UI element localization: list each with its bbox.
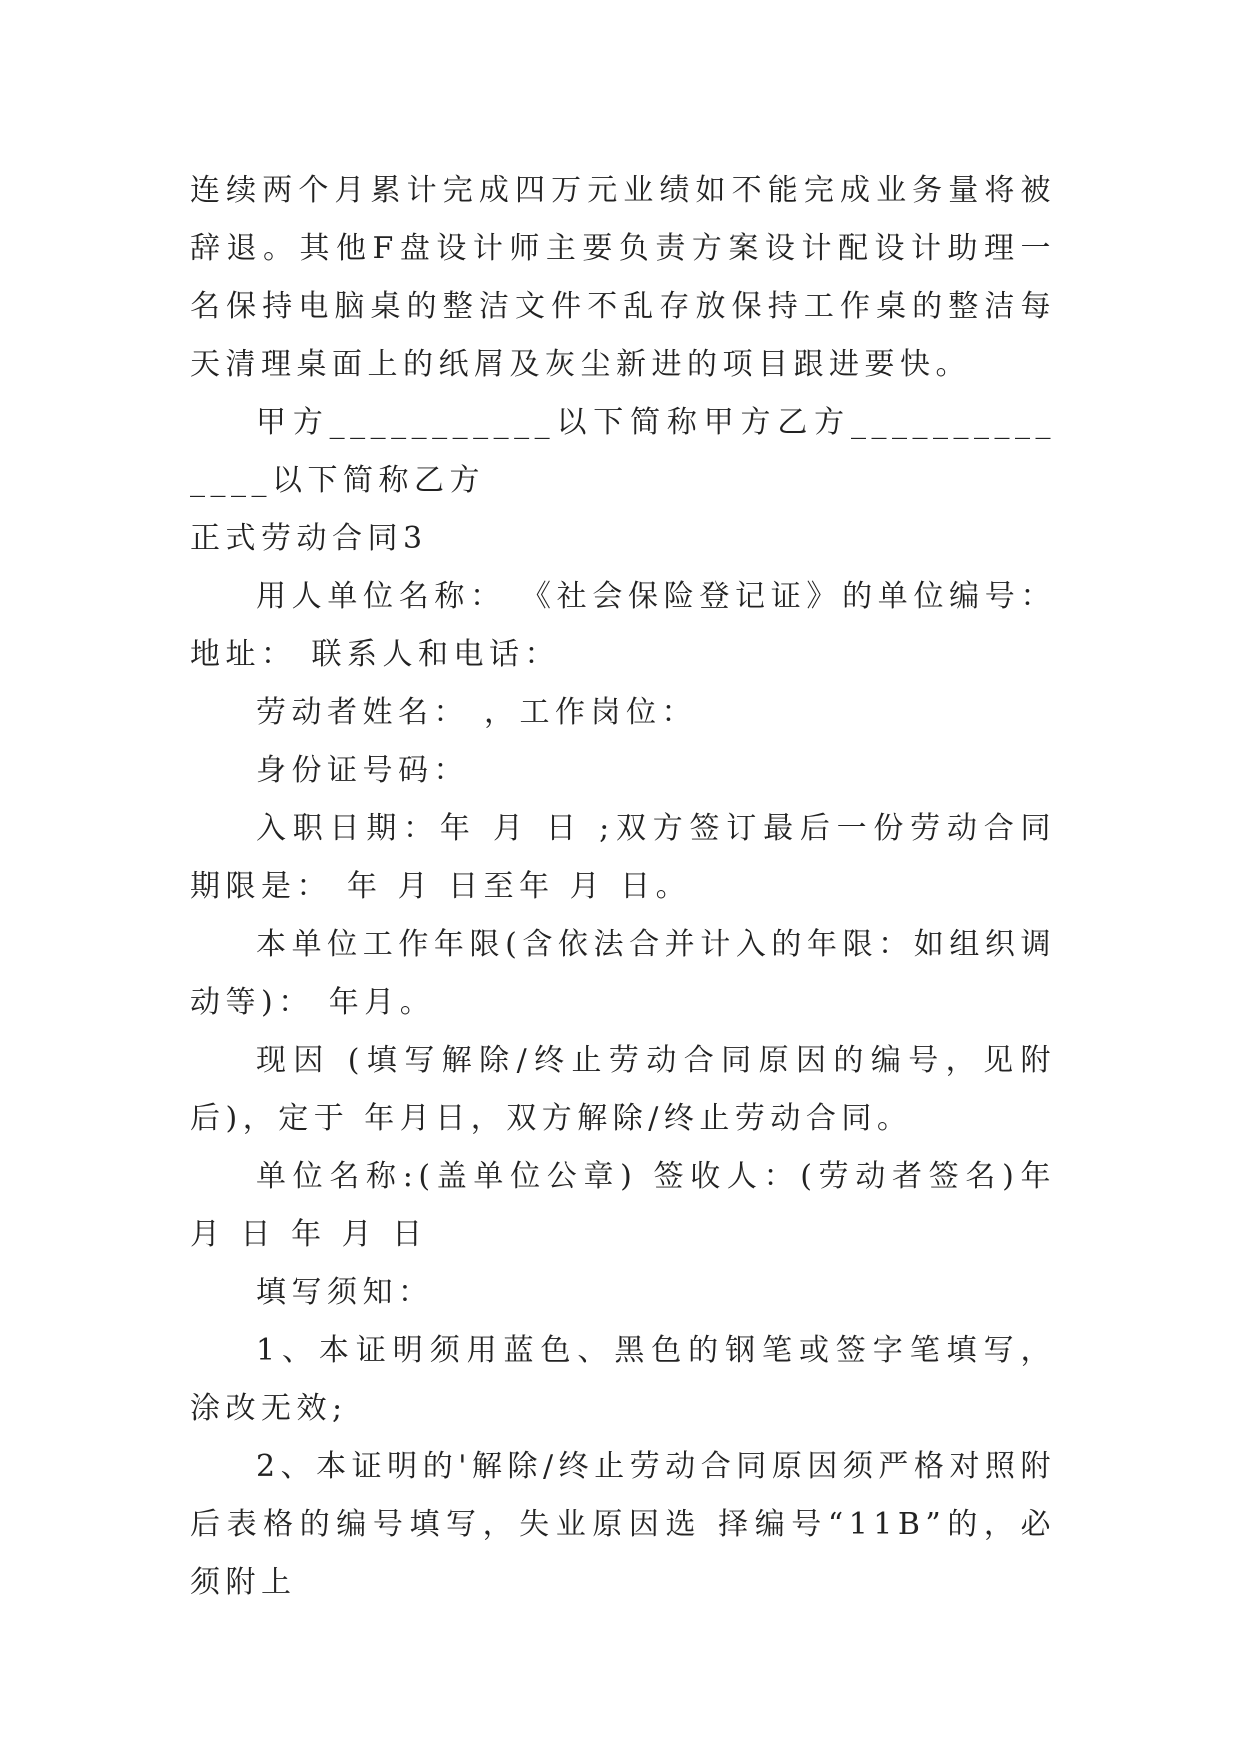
document-body bbox=[190, 162, 1056, 1612]
paragraph-5: 劳动者姓名： ，工作岗位： bbox=[256, 695, 698, 730]
paragraph-1: 连续两个月累计完成四万元业绩如不能完成业务量将被辞退。其他F盘设计师主要负责方案设计配设计助理一名保持电脑桌的整洁文件不乱存放保持工作桌的整洁每天清理桌面上的纸屑及灰尘新进的项目跟进要快。 bbox=[190, 173, 1056, 382]
paragraph-10: 单位名称:(盖单位公章) 签收人：(劳动者签名)年 月 日 年 月 日 bbox=[190, 1159, 1056, 1252]
paragraph-11: 填写须知： bbox=[256, 1275, 434, 1310]
paragraph-4: 用人单位名称： 《社会保险登记证》的单位编号： 地址： 联系人和电话： bbox=[190, 579, 1056, 672]
paragraph-2: 甲方___________以下简称甲方乙方______________以下简称乙方 bbox=[190, 405, 1056, 498]
paragraph-13: 2、本证明的'解除/终止劳动合同原因须严格对照附后表格的编号填写，失业原因选 择编号“11B”的，必须附上 bbox=[190, 1449, 1056, 1600]
paragraph-6: 身份证号码： bbox=[256, 753, 469, 788]
paragraph-12: 1、本证明须用蓝色、黑色的钢笔或签字笔填写，涂改无效; bbox=[190, 1333, 1056, 1426]
paragraph-7: 入职日期：年 月 日 ;双方签订最后一份劳动合同期限是： 年 月 日至年 月 日。 bbox=[190, 811, 1056, 904]
section-heading: 正式劳动合同3 bbox=[190, 521, 428, 556]
paragraph-8: 本单位工作年限(含依法合并计入的年限：如组织调动等)： 年月。 bbox=[190, 927, 1056, 1020]
paragraph-9: 现因 (填写解除/终止劳动合同原因的编号，见附后)，定于 年月日，双方解除/终止劳动合同。 bbox=[190, 1043, 1056, 1136]
